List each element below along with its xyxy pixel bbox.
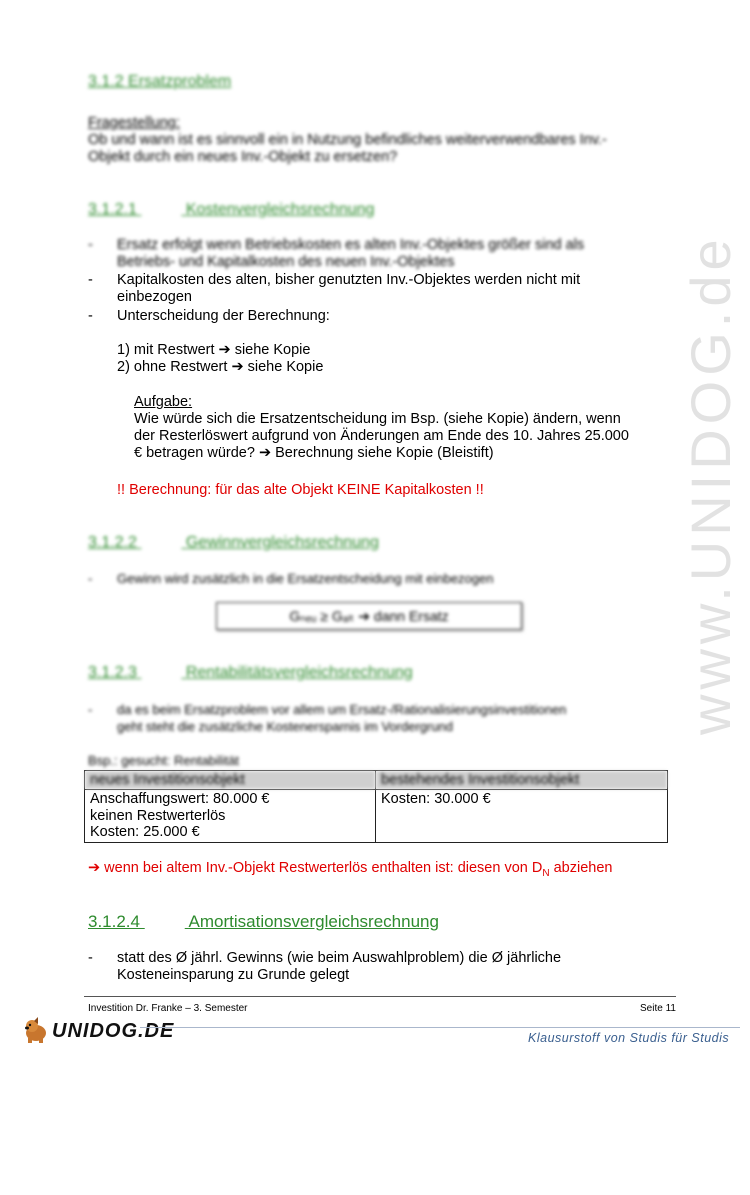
watermark bbox=[678, 234, 742, 1195]
bullet-line: einbezogen bbox=[117, 289, 192, 305]
section-number: 3.1.2.1 bbox=[88, 201, 137, 218]
footer-page-number: Seite 11 bbox=[640, 1003, 676, 1014]
cell-line: Anschaffungswert: 80.000 € bbox=[90, 791, 270, 807]
example-label: Bsp.: gesucht: Rentabilität bbox=[88, 753, 240, 768]
footer-left: Investition Dr. Franke – 3. Semester bbox=[88, 1003, 248, 1014]
task-line-3: € betragen würde? ➔ Berechnung siehe Kopie (Bleistift) bbox=[134, 445, 494, 461]
section-title: Amortisationsvergleichsrechnung bbox=[188, 912, 439, 931]
bullet-dash: - bbox=[88, 237, 93, 253]
question-line-2: Objekt durch ein neues Inv.-Objekt zu ersetzen? bbox=[88, 149, 398, 165]
investment-table bbox=[84, 770, 668, 843]
note-main: ➔ wenn bei altem Inv.-Objekt Restwerterlös enthalten ist: diesen von D bbox=[88, 860, 543, 876]
footer-divider bbox=[84, 996, 676, 997]
section-number: 3.1.2.4 bbox=[88, 912, 140, 931]
bullet-line: Gewinn wird zusätzlich in die Ersatzentscheidung mit einbezogen bbox=[117, 571, 494, 586]
bullet-line: Unterscheidung der Berechnung: bbox=[117, 308, 330, 324]
task-label: Aufgabe: bbox=[134, 394, 193, 410]
logo-text: UNIDOG.DE bbox=[52, 1020, 175, 1042]
enum-item-2: 2) ohne Restwert ➔ siehe Kopie bbox=[117, 359, 324, 375]
question-label: Fragestellung: bbox=[88, 115, 180, 131]
section-number: 3.1.2.2 bbox=[88, 534, 137, 551]
task-line-1: Wie würde sich die Ersatzentscheidung im Bsp. (siehe Kopie) ändern, wenn bbox=[134, 411, 621, 427]
bullet-dash: - bbox=[88, 272, 93, 288]
slogan: Klausurstoff von Studis für Studis bbox=[528, 1031, 730, 1045]
note-end: abziehen bbox=[549, 860, 613, 876]
warning-text: !! Berechnung: für das alte Objekt KEINE Kapitalkosten !! bbox=[117, 482, 484, 498]
bullet-dash: - bbox=[88, 571, 93, 586]
section-heading-3123 bbox=[88, 664, 413, 682]
enum-item-1: 1) mit Restwert ➔ siehe Kopie bbox=[117, 342, 311, 358]
formula-box: Gₙₑᵤ ≥ Gₐₗₜ ➔ dann Ersatz bbox=[216, 602, 522, 630]
bullet-line: da es beim Ersatzproblem vor allem um Ersatz-/Rationalisierungsinvestitionen bbox=[117, 702, 567, 717]
table-cell bbox=[376, 790, 668, 843]
question-line-1: Ob und wann ist es sinnvoll ein in Nutzung befindliches weiterverwendbares Inv.- bbox=[88, 132, 607, 148]
task-line-2: der Resterlöswert aufgrund von Änderungen am Ende des 10. Jahres 25.000 bbox=[134, 428, 629, 444]
note-subscript: N bbox=[542, 867, 550, 879]
table-header-cell: neues Investitionsobjekt bbox=[85, 771, 376, 790]
section-title: Rentabilitätsvergleichsrechnung bbox=[185, 664, 413, 681]
cell-line: Kosten: 30.000 € bbox=[381, 791, 491, 807]
bullet-line: Betriebs- und Kapitalkosten des neuen Inv.-Objektes bbox=[117, 254, 455, 270]
table-row bbox=[85, 790, 668, 843]
dog-logo-icon bbox=[22, 1016, 50, 1044]
section-heading-3121 bbox=[88, 201, 374, 219]
bullet-line: Kapitalkosten des alten, bisher genutzten Inv.-Objektes werden nicht mit bbox=[117, 272, 581, 288]
section-title: Gewinnvergleichsrechnung bbox=[185, 534, 379, 551]
note-text bbox=[88, 860, 612, 882]
table-header-cell: bestehendes Investitionsobjekt bbox=[376, 771, 668, 790]
cell-line: Kosten: 25.000 € bbox=[90, 824, 200, 840]
section-heading-3124 bbox=[88, 912, 439, 932]
table-header-row bbox=[85, 771, 668, 790]
bullet-line: Kosteneinsparung zu Grunde gelegt bbox=[117, 967, 350, 983]
bullet-line: statt des Ø jährl. Gewinns (wie beim Auswahlproblem) die Ø jährliche bbox=[117, 950, 562, 966]
bullet-line: geht steht die zusätzliche Kostenersparnis im Vordergrund bbox=[117, 719, 454, 734]
section-heading-312: 3.1.2 Ersatzproblem bbox=[88, 73, 232, 90]
bullet-dash: - bbox=[88, 308, 93, 324]
cell-line: keinen Restwerterlös bbox=[90, 807, 226, 824]
bullet-dash: - bbox=[88, 950, 93, 966]
bullet-dash: - bbox=[88, 702, 93, 717]
bottom-rule bbox=[140, 1027, 740, 1028]
section-title: Kostenvergleichsrechnung bbox=[185, 201, 375, 218]
section-heading-3122 bbox=[88, 534, 379, 552]
table-cell bbox=[85, 790, 376, 843]
watermark-text: www.UNIDOG.de bbox=[679, 234, 742, 735]
section-number: 3.1.2.3 bbox=[88, 664, 137, 681]
bullet-line: Ersatz erfolgt wenn Betriebskosten es alten Inv.-Objektes größer sind als bbox=[117, 237, 585, 253]
